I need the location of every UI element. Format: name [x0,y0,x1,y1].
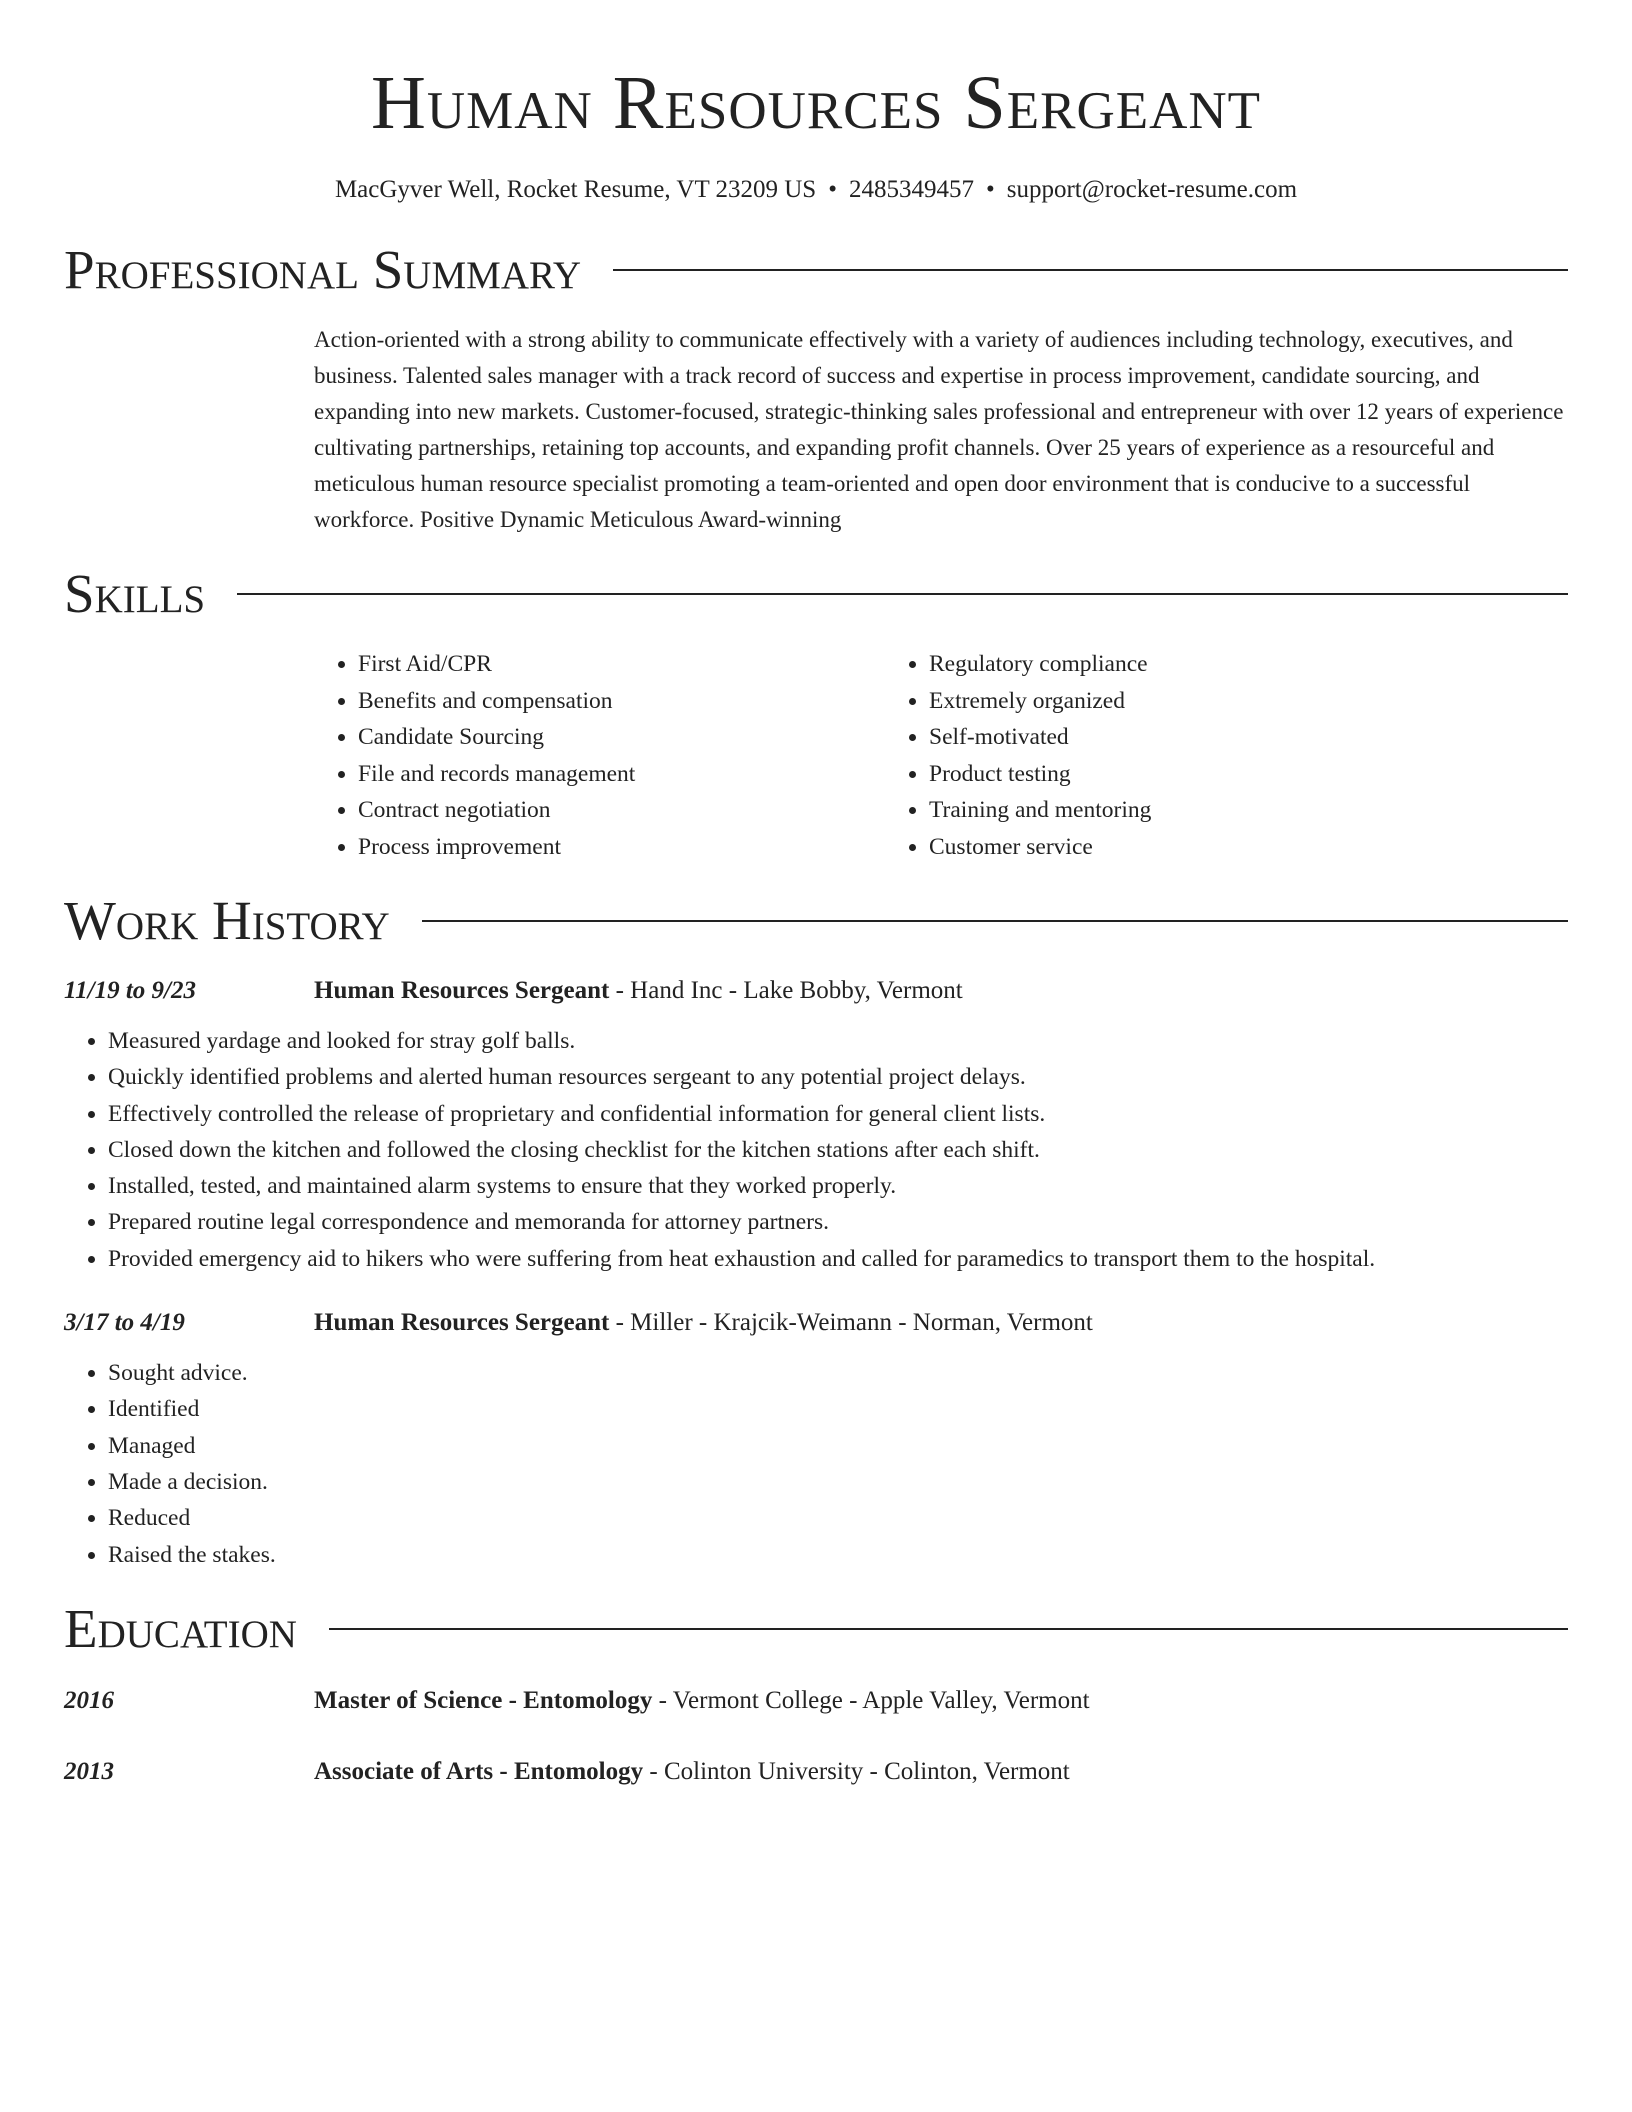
job-bullet: • Made a decision. [108,1464,1568,1500]
resume-name: Human Resources Sergeant [370,61,1262,145]
job-bullet: • Installed, tested, and maintained alarm systems to ensure that they worked properly. [108,1168,1568,1204]
skill-item: • First Aid/CPR [358,646,885,683]
education-line [314,1754,1070,1790]
job-bullet: • Measured yardage and looked for stray golf balls. [108,1023,1568,1059]
education-details: - Vermont College - Apple Valley, Vermont [652,1686,1090,1714]
skills-column-2 [885,646,1151,865]
education-degree: Associate of Arts - Entomology [314,1757,644,1785]
job-title: Human Resources Sergeant [314,1309,610,1337]
work-heading: Work History [64,890,390,951]
skill-item: • Regulatory compliance [929,646,1151,683]
skill-item: • Training and mentoring [929,792,1151,829]
job-bullet: • Prepared routine legal correspondence and memoranda for attorney partners. [108,1204,1568,1240]
job-bullet: • Sought advice. [108,1355,1568,1391]
section-rule [422,920,1568,922]
education-section-header [64,1599,1568,1659]
job-bullet: • Identified [108,1391,1568,1427]
job-bullets [64,1023,1568,1277]
education-details: - Colinton University - Colinton, Vermont [643,1757,1070,1785]
contact-email: support@rocket-resume.com [1006,176,1298,203]
job-bullets [64,1355,1568,1573]
education-year: 2016 [64,1686,114,1714]
summary-text: Action-oriented with a strong ability to communicate effectively with a variety of audiences including technology, executives, and business. Talented sales manager with a track record of success and expertise in process improvement, candidate sourcing, and expanding into new markets. Customer-focused, strategic-thinking sales professional and entrepreneur with over 12 years of experience cultivating partnerships, retaining top accounts, and expanding profit channels. Over 25 years of experience as a resourceful and meticulous human resource specialist promoting a team-oriented and open door environment that is conducive to a successful workforce. Positive Dynamic Meticulous Award-winning [314,327,1564,532]
job-title-line [314,1305,1093,1341]
job-dates: 3/17 to 4/19 [64,1309,185,1337]
contact-phone: 2485349457 [848,176,974,203]
job-details: - Miller - Krajcik-Weimann - Norman, Vermont [609,1309,1093,1337]
skill-item: • Process improvement [358,829,885,866]
skill-item: • Customer service [929,829,1151,866]
summary-heading: Professional Summary [64,239,582,300]
job-bullet: • Provided emergency aid to hikers who were suffering from heat exhaustion and called for paramedics to transport them to the hospital. [108,1241,1568,1277]
contact-separator: • [828,176,837,203]
section-rule [329,1628,1568,1630]
education-line [314,1683,1090,1719]
job-dates: 11/19 to 9/23 [64,977,196,1004]
contact-line [64,174,1568,206]
contact-address: MacGyver Well, Rocket Resume, VT 23209 US [334,176,817,203]
contact-separator: • [985,176,995,203]
job-details: - Hand Inc - Lake Bobby, Vermont [609,977,963,1004]
job-entry [64,973,1568,1277]
skill-item: • File and records management [358,756,885,793]
education-year: 2013 [64,1757,114,1785]
job-header [64,973,1568,1009]
skill-item: • Candidate Sourcing [358,719,885,756]
education-heading: Education [64,1597,297,1659]
skill-item: • Contract negotiation [358,792,885,829]
job-title: Human Resources Sergeant [314,977,610,1004]
job-bullet: • Managed [108,1428,1568,1464]
job-bullet: • Closed down the kitchen and followed the closing checklist for the kitchen stations after each shift. [108,1132,1568,1168]
education-entry [64,1683,1568,1719]
work-section-header [64,891,1568,951]
skill-item: • Product testing [929,756,1151,793]
skill-item: • Self-motivated [929,719,1151,756]
skills-column-1 [314,646,885,865]
skills-section-header [64,564,1568,624]
job-title-line [314,973,963,1009]
education-entry [64,1754,1568,1790]
skill-item: • Benefits and compensation [358,683,885,720]
section-rule [237,593,1568,595]
skills-list [314,646,1568,865]
job-bullet: • Quickly identified problems and alerted human resources sergeant to any potential project delays. [108,1059,1568,1095]
job-bullet: • Effectively controlled the release of proprietary and confidential information for general client lists. [108,1096,1568,1132]
job-header [64,1305,1568,1341]
job-bullet: • Reduced [108,1500,1568,1536]
skill-item: • Extremely organized [929,683,1151,720]
education-degree: Master of Science - Entomology [314,1686,653,1714]
job-bullet: • Raised the stakes. [108,1537,1568,1573]
section-rule [613,269,1568,271]
job-entry [64,1305,1568,1573]
summary-section-header [64,240,1568,300]
skills-heading: Skills [64,563,206,624]
